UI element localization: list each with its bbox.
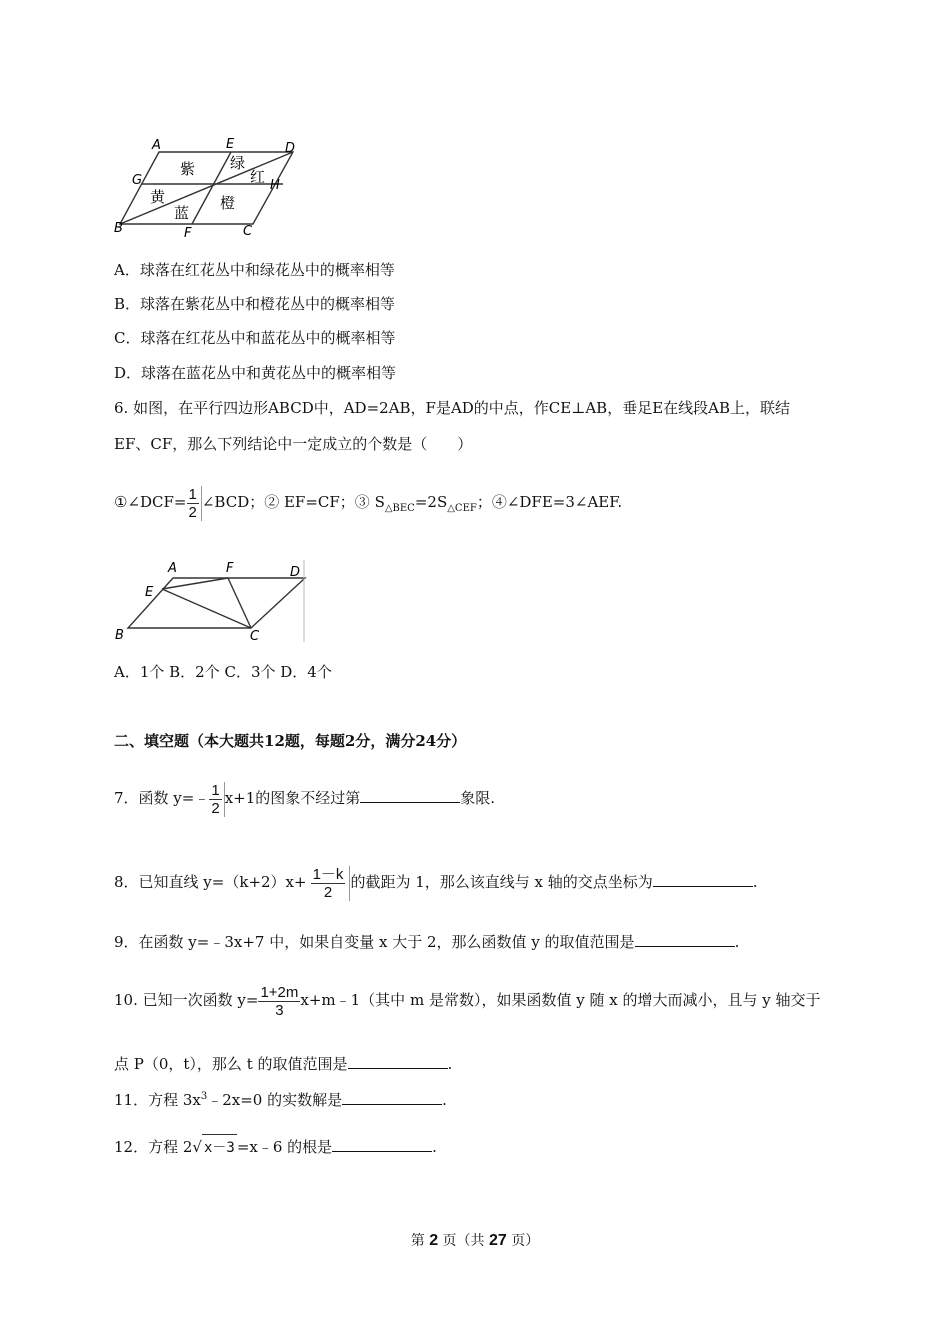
fig2-point-b-label: B	[115, 628, 124, 643]
fig2-point-c-label: C	[250, 629, 260, 644]
region-yellow-label: 黄	[150, 188, 166, 206]
fraction-denominator: 2	[211, 799, 220, 817]
region-green-label: 绿	[230, 154, 246, 172]
q5-option-a: A．球落在红花丛中和绿花丛中的概率相等	[114, 261, 395, 279]
q6-conclusion-end: ；④∠DFE=3∠AEF.	[476, 493, 623, 511]
region-red-label: 红	[250, 168, 266, 186]
fraction-numerator: 1－k	[312, 865, 344, 883]
q8-post: 的截距为 1，那么该直线与 x 轴的交点坐标为	[350, 873, 653, 891]
point-f-label: F	[184, 226, 192, 240]
fig2-point-f-label: F	[226, 561, 234, 576]
fraction-numerator: 1	[211, 781, 220, 799]
footer-pre: 第	[410, 1233, 430, 1249]
fraction-denominator: 2	[323, 883, 333, 901]
q6-conclusion-mid: ∠BCD；② EF=CF；③ S	[201, 493, 385, 511]
figure-parallelogram-abcd	[110, 558, 308, 644]
footer-post: 页）	[506, 1233, 540, 1249]
q6-options: A．1个 B．2个 C．3个 D．4个	[114, 663, 332, 681]
sqrt-sign-icon: √	[192, 1138, 202, 1156]
question-10-line1	[114, 976, 820, 1024]
page-footer	[0, 1230, 950, 1250]
fig2-point-e-label: E	[145, 585, 154, 600]
fig2-point-d-label: D	[290, 565, 301, 580]
point-e-label: E	[226, 137, 235, 152]
question-8	[114, 857, 758, 907]
footer-page-number: 2	[429, 1232, 439, 1249]
point-g-label: G	[132, 173, 143, 188]
q12-radicand: x－3	[202, 1134, 237, 1161]
q12-end: .	[432, 1138, 437, 1156]
footer-mid: 页（共	[438, 1233, 489, 1249]
point-d-label: D	[285, 141, 296, 156]
q8-fraction	[307, 866, 351, 901]
q8-pre: 8．已知直线 y=（k+2）x+	[114, 873, 307, 891]
q8-end: .	[752, 873, 758, 891]
q9-text: 9．在函数 y=﹣3x+7 中，如果自变量 x 大于 2，那么函数值 y 的取值范围是	[114, 933, 635, 951]
question-10-line2	[114, 1054, 452, 1074]
q7-end: 象限.	[460, 789, 496, 807]
point-h-label: H	[270, 178, 280, 193]
q11-pre: 11．方程 3x	[114, 1091, 201, 1109]
point-c-label: C	[243, 224, 253, 239]
q10-post: x+m﹣1（其中 m 是常数），如果函数值 y 随 x 的增大而减小，且与 y 轴交于	[300, 991, 821, 1009]
footer-total-pages: 27	[489, 1232, 507, 1249]
fraction-denominator: 3	[275, 1001, 284, 1019]
figure-flower-parallelogram	[110, 136, 310, 240]
q9-answer-blank[interactable]	[635, 932, 735, 947]
q7-answer-blank[interactable]	[360, 788, 460, 803]
q7-post: x+1的图象不经过第	[224, 789, 361, 807]
region-purple-label: 紫	[180, 160, 196, 178]
region-blue-label: 蓝	[174, 204, 190, 222]
q11-end: .	[442, 1091, 447, 1109]
q8-answer-blank[interactable]	[653, 872, 753, 887]
q7-pre: 7．函数 y=﹣	[114, 789, 210, 807]
fraction-denominator: 2	[188, 503, 197, 521]
point-a-label: A	[152, 138, 161, 153]
question-7	[114, 774, 495, 822]
q10-line2-text: 点 P（0，t），那么 t 的取值范围是	[114, 1055, 348, 1073]
q12-post: =x﹣6 的根是	[236, 1138, 333, 1156]
fraction-numerator: 1	[188, 485, 197, 503]
q12-answer-blank[interactable]	[332, 1137, 432, 1152]
q12-pre: 12．方程 2	[114, 1138, 193, 1156]
fraction-numerator: 1+2m	[260, 983, 299, 1001]
q11-exponent: 3	[200, 1091, 208, 1102]
q9-end: .	[734, 933, 740, 951]
section-2-heading: 二、填空题（本大题共12题，每题2分，满分24分）	[114, 732, 467, 750]
q6-sub-bec: △BEC	[384, 503, 415, 514]
q5-option-d: D．球落在蓝花丛中和黄花丛中的概率相等	[114, 364, 397, 382]
q6-stem-line2: EF、CF，那么下列结论中一定成立的个数是（ ）	[114, 435, 473, 453]
q10-end: .	[447, 1055, 453, 1073]
question-12	[114, 1134, 437, 1161]
point-b-label: B	[114, 221, 123, 236]
q5-option-b: B．球落在紫花丛中和橙花丛中的概率相等	[114, 295, 396, 313]
q10-pre: 10. 已知一次函数 y=	[114, 991, 259, 1009]
q10-fraction	[258, 984, 300, 1019]
q6-conclusions	[114, 482, 622, 529]
fig2-point-a-label: A	[168, 561, 177, 576]
q6-sub-cef: △CEF	[447, 503, 477, 514]
q10-answer-blank[interactable]	[348, 1054, 448, 1069]
q7-fraction	[209, 782, 224, 817]
half-fraction	[187, 486, 202, 521]
question-9	[114, 932, 739, 952]
q6-stem-line1: 6. 如图，在平行四边形ABCD中，AD=2AB，F是AD的中点，作CE⊥AB，垂足E在线段AB上，联结	[114, 399, 791, 417]
q5-option-c: C．球落在红花丛中和蓝花丛中的概率相等	[114, 329, 396, 347]
q6-conclusion-pre: ①∠DCF=	[114, 493, 187, 511]
question-11	[114, 1087, 447, 1110]
q11-answer-blank[interactable]	[342, 1090, 442, 1105]
region-orange-label: 橙	[220, 194, 236, 212]
q6-conclusion-mid2: =2S	[414, 493, 448, 511]
q11-post: ﹣2x=0 的实数解是	[207, 1091, 343, 1109]
